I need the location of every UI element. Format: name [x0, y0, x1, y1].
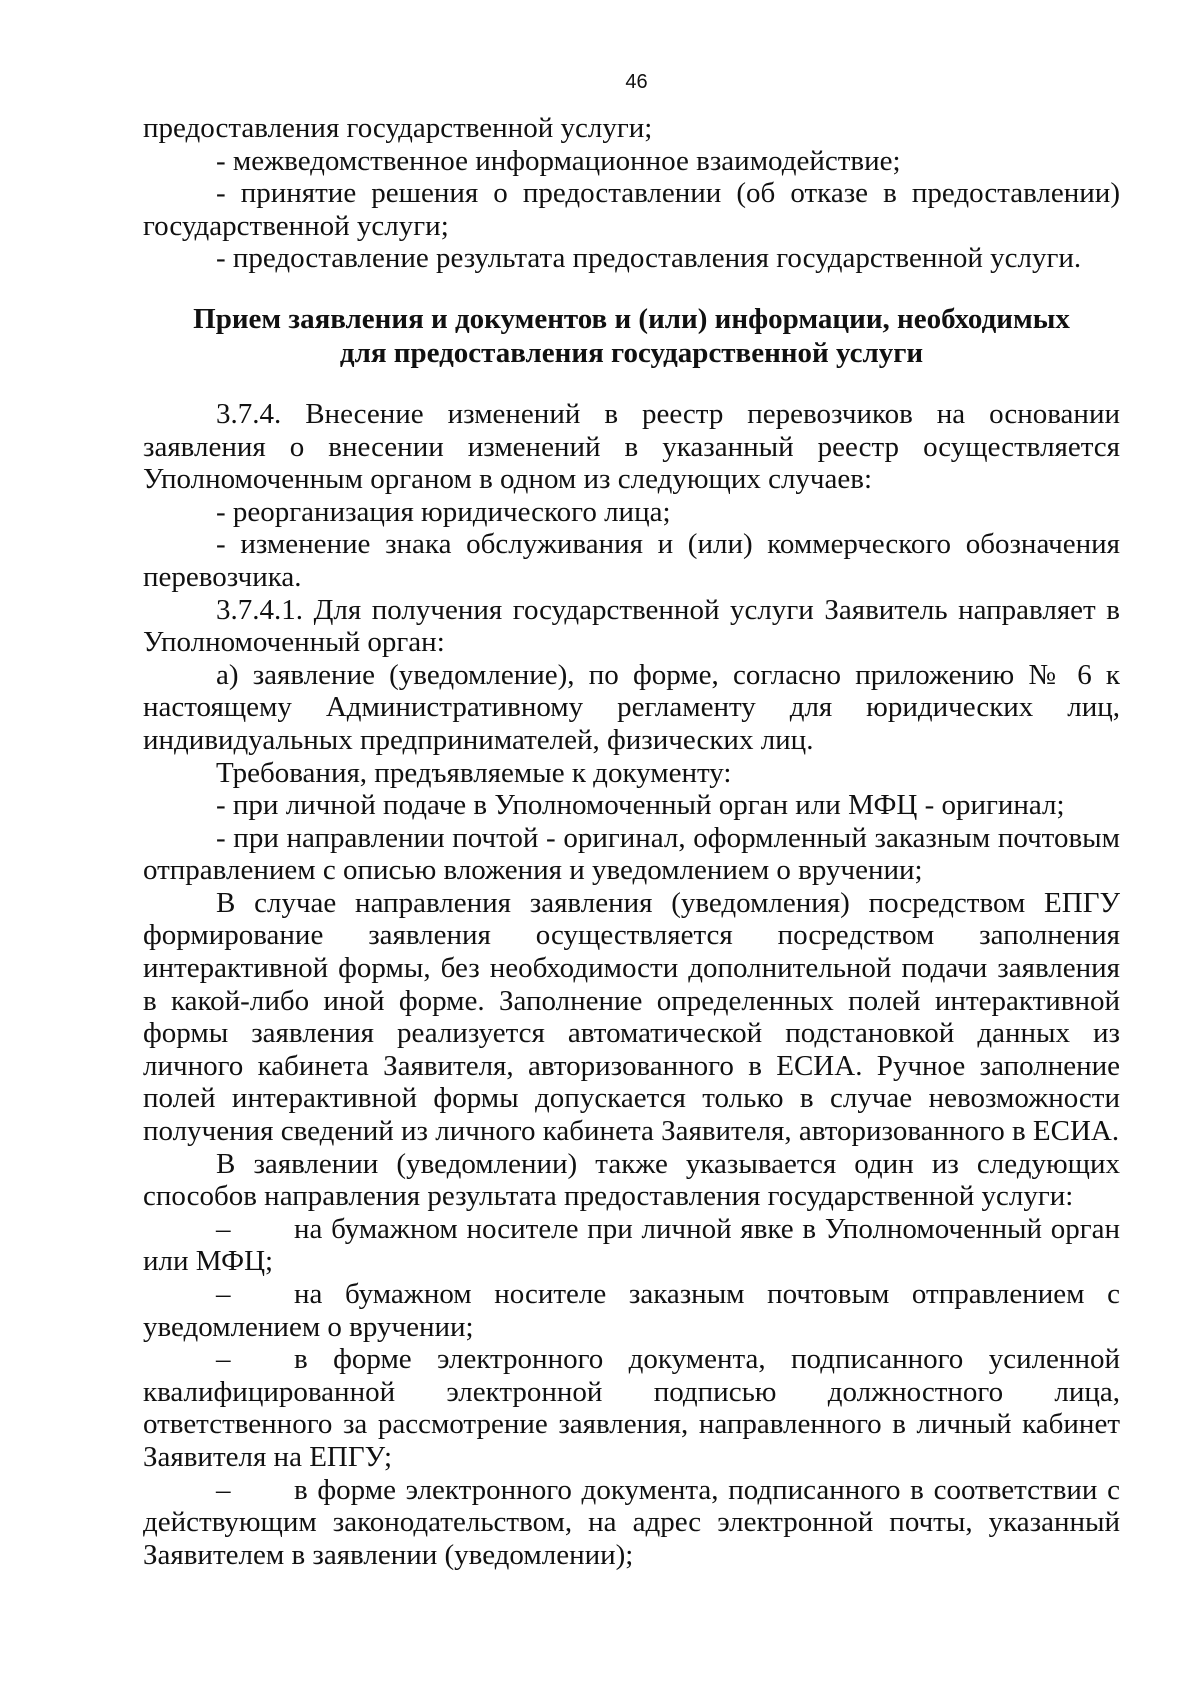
list-item	[143, 1278, 1120, 1343]
dash-marker: –	[216, 1278, 231, 1310]
paragraph: а) заявление (уведомление), по форме, согласно приложению № 6 к настоящему Административному регламенту для юридических лиц, индивидуальных предпринимателей, физических лиц.	[143, 658, 1120, 756]
dash-marker: –	[216, 1343, 231, 1376]
document-page	[143, 70, 1120, 1571]
paragraph: - межведомственное информационное взаимодействие;	[216, 144, 901, 177]
paragraph: - реорганизация юридического лица;	[216, 495, 671, 528]
list-item-text: в форме электронного документа, подписанного усиленной квалифицированной электронной подписью должностного лица, ответственного за рассмотрение заявления, направленного в личный кабинет Заявителя на ЕПГУ;	[143, 1343, 1120, 1473]
paragraph: - при личной подаче в Уполномоченный орган или МФЦ - оригинал;	[216, 789, 1065, 822]
paragraph: В заявлении (уведомлении) также указывается один из следующих способов направления результата предоставления государственной услуги:	[143, 1147, 1120, 1213]
paragraph: 3.7.4.1. Для получения государственной услуги Заявитель направляет в Уполномоченный орган:	[143, 593, 1120, 659]
heading-line: Прием заявления и документов и (или) информации, необходимых	[193, 302, 1070, 335]
paragraph: предоставления государственной услуги;	[143, 112, 653, 144]
dash-marker: –	[216, 1473, 231, 1506]
paragraph: - при направлении почтой - оригинал, оформленный заказным почтовым отправлением с описью вложения и уведомлением о вручении;	[143, 821, 1120, 887]
heading-line: для предоставления государственной услуги	[339, 336, 924, 369]
dash-marker: –	[216, 1212, 231, 1245]
list-item	[143, 1474, 1120, 1572]
list-item	[143, 1343, 1120, 1473]
paragraph: - принятие решения о предоставлении (об отказе в предоставлении) государственной услуги;	[143, 177, 1120, 242]
section-heading	[143, 302, 1120, 370]
page-number: 46	[625, 71, 648, 93]
paragraph: - изменение знака обслуживания и (или) коммерческого обозначения перевозчика.	[143, 528, 1120, 593]
paragraph: Требования, предъявляемые к документу:	[216, 756, 732, 789]
paragraph: В случае направления заявления (уведомления) посредством ЕПГУ формирование заявления осуществляется посредством заполнения интерактивной формы, без необходимости дополнительной подачи заявления в какой-либо иной форме. Заполнение определенных полей интерактивной формы заявления реализуется автоматической подстановкой данных из личного кабинета Заявителя, авторизованного в ЕСИА. Ручное заполнение полей интерактивной формы допускается только в случае невозможности получения сведений из личного кабинета Заявителя, авторизованного в ЕСИА.	[143, 886, 1120, 1148]
paragraph: - предоставление результата предоставления государственной услуги.	[216, 242, 1082, 275]
paragraph: 3.7.4. Внесение изменений в реестр перевозчиков на основании заявления о внесении изменений в указанный реестр осуществляется Уполномоченным органом в одном из следующих случаев:	[143, 397, 1120, 496]
list-item-text: в форме электронного документа, подписанного в соответствии с действующим законодательством, на адрес электронной почты, указанный Заявителем в заявлении (уведомлении);	[143, 1473, 1120, 1571]
list-item	[143, 1213, 1120, 1278]
list-item-text: на бумажном носителе заказным почтовым отправлением с уведомлением о вручении;	[143, 1278, 1120, 1343]
list-item-text: на бумажном носителе при личной явке в Уполномоченный орган или МФЦ;	[143, 1212, 1120, 1278]
